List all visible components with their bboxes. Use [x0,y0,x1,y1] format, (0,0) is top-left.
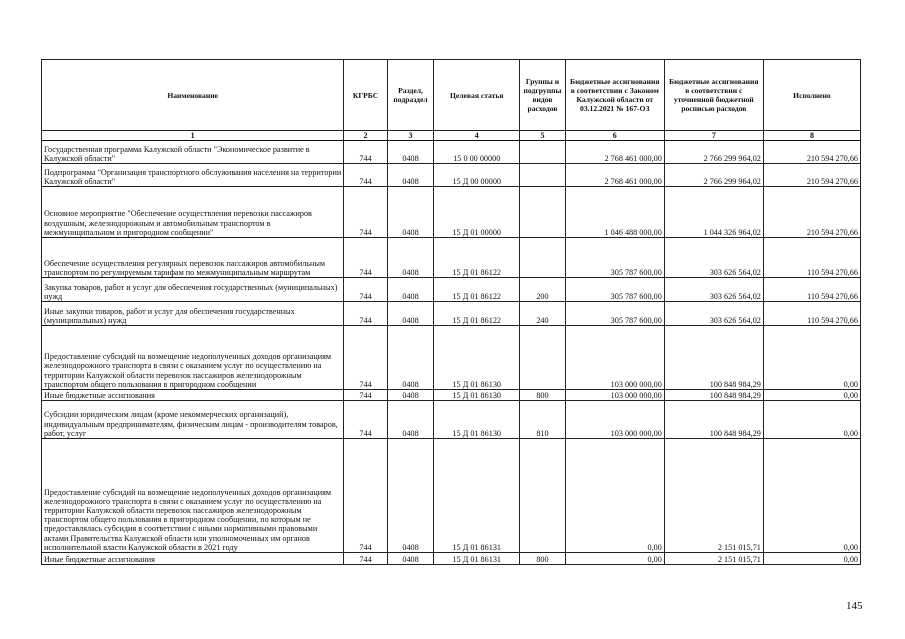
cell-kgrbs: 744 [344,238,387,278]
cell-name: Иные бюджетные ассигнования [42,390,344,401]
column-number: 8 [763,131,860,141]
table-row [42,439,861,553]
cell-razdel: 0408 [387,141,434,164]
table-row [42,401,861,439]
cell-razdel: 0408 [387,164,434,187]
cell-gruppy [520,141,566,164]
table-row [42,553,861,565]
header-razdel: Раздел, подраздел [387,60,434,131]
cell-assign-law: 0,00 [565,553,664,565]
table-row [42,326,861,390]
cell-razdel: 0408 [387,302,434,326]
cell-ispolneno: 0,00 [763,439,860,553]
column-number: 1 [42,131,344,141]
cell-kgrbs: 744 [344,390,387,401]
cell-kgrbs: 744 [344,164,387,187]
cell-assign-schedule: 2 766 299 964,02 [664,141,763,164]
cell-ispolneno: 0,00 [763,390,860,401]
cell-assign-schedule: 100 848 984,29 [664,390,763,401]
cell-razdel: 0408 [387,238,434,278]
header-ispolneno: Исполнено [763,60,860,131]
cell-celevaya: 15 Д 01 86130 [434,326,520,390]
cell-name: Предоставление субсидий на возмещение недополученных доходов организациям железнодорожного транспорта в связи с оказанием услуг по осуществлению на территории Калужской области перевозок пассажиров железнодорожным транспортом общего пользования в пригородном сообщении, по которым не предоставлялась субсидия в соответствии с иными нормативными правовыми актами Правительства Калужской области или уполномоченных им органов исполнительной власти Калужской области в 2021 году [42,439,344,553]
column-number-row [42,131,861,141]
cell-kgrbs: 744 [344,302,387,326]
cell-name: Иные бюджетные ассигнования [42,553,344,565]
cell-razdel: 0408 [387,278,434,302]
cell-name: Подпрограмма "Организация транспортного обслуживания населения на территории Калужской области" [42,164,344,187]
cell-celevaya: 15 Д 01 86131 [434,553,520,565]
cell-name: Иные закупки товаров, работ и услуг для обеспечения государственных (муниципальных) нужд [42,302,344,326]
cell-ispolneno: 210 594 270,66 [763,164,860,187]
cell-ispolneno: 110 594 270,66 [763,302,860,326]
cell-kgrbs: 744 [344,278,387,302]
cell-assign-law: 103 000 000,00 [565,326,664,390]
header-kgrbs: КГРБС [344,60,387,131]
column-number: 6 [565,131,664,141]
cell-ispolneno: 110 594 270,66 [763,238,860,278]
cell-assign-schedule: 1 044 326 964,02 [664,187,763,238]
cell-name: Обеспечение осуществления регулярных перевозок пассажиров автомобильным транспортом по регулируемым тарифам по межмуниципальным маршрутам [42,238,344,278]
cell-gruppy [520,164,566,187]
cell-gruppy: 800 [520,390,566,401]
cell-gruppy [520,439,566,553]
header-name: Наименование [42,60,344,131]
table-row [42,278,861,302]
cell-kgrbs: 744 [344,187,387,238]
page-number: 145 [846,600,863,612]
cell-celevaya: 15 Д 01 86130 [434,390,520,401]
cell-gruppy [520,238,566,278]
cell-name: Государственная программа Калужской области "Экономическое развитие в Калужской области" [42,141,344,164]
cell-assign-schedule: 100 848 984,29 [664,326,763,390]
cell-assign-law: 103 000 000,00 [565,390,664,401]
cell-celevaya: 15 Д 01 00000 [434,187,520,238]
table-row [42,141,861,164]
budget-table [41,59,861,565]
cell-ispolneno: 110 594 270,66 [763,278,860,302]
table-row [42,164,861,187]
cell-gruppy [520,187,566,238]
cell-gruppy [520,326,566,390]
cell-assign-law: 2 768 461 000,00 [565,164,664,187]
table-row [42,302,861,326]
cell-kgrbs: 744 [344,326,387,390]
cell-celevaya: 15 Д 01 86130 [434,401,520,439]
cell-assign-law: 305 787 600,00 [565,238,664,278]
column-number: 4 [434,131,520,141]
cell-gruppy: 240 [520,302,566,326]
cell-razdel: 0408 [387,326,434,390]
cell-assign-law: 305 787 600,00 [565,278,664,302]
cell-ispolneno: 0,00 [763,326,860,390]
cell-assign-schedule: 2 151 015,71 [664,439,763,553]
cell-celevaya: 15 Д 01 86122 [434,278,520,302]
cell-assign-law: 1 046 488 000,00 [565,187,664,238]
cell-razdel: 0408 [387,401,434,439]
cell-assign-schedule: 2 151 015,71 [664,553,763,565]
header-row [42,60,861,131]
column-number: 3 [387,131,434,141]
header-assign-law: Бюджетные ассигнования в соответствии с Законом Калужской области от 03.12.2021 № 167-ОЗ [565,60,664,131]
cell-name: Закупка товаров, работ и услуг для обеспечения государственных (муниципальных) нужд [42,278,344,302]
cell-celevaya: 15 0 00 00000 [434,141,520,164]
cell-name: Субсидии юридическим лицам (кроме некоммерческих организаций), индивидуальным предпринимателям, физическим лицам - производителям товаров, работ, услуг [42,401,344,439]
cell-celevaya: 15 Д 01 86131 [434,439,520,553]
cell-celevaya: 15 Д 01 86122 [434,302,520,326]
header-celevaya: Целевая статья [434,60,520,131]
cell-assign-schedule: 303 626 564,02 [664,278,763,302]
cell-gruppy: 810 [520,401,566,439]
table-row [42,390,861,401]
table-row [42,238,861,278]
column-number: 7 [664,131,763,141]
cell-assign-schedule: 2 766 299 964,02 [664,164,763,187]
cell-assign-law: 2 768 461 000,00 [565,141,664,164]
cell-assign-schedule: 303 626 564,02 [664,238,763,278]
cell-kgrbs: 744 [344,401,387,439]
column-number: 5 [520,131,566,141]
cell-razdel: 0408 [387,439,434,553]
cell-razdel: 0408 [387,553,434,565]
cell-assign-schedule: 303 626 564,02 [664,302,763,326]
header-assign-schedule: Бюджетные ассигнования в соответствии с уточненной бюджетной росписью расходов [664,60,763,131]
cell-kgrbs: 744 [344,553,387,565]
cell-celevaya: 15 Д 01 86122 [434,238,520,278]
table-row [42,187,861,238]
column-number: 2 [344,131,387,141]
cell-celevaya: 15 Д 00 00000 [434,164,520,187]
header-gruppy: Группы и подгруппы видов расходов [520,60,566,131]
cell-ispolneno: 0,00 [763,401,860,439]
cell-ispolneno: 210 594 270,66 [763,141,860,164]
cell-gruppy: 200 [520,278,566,302]
cell-kgrbs: 744 [344,141,387,164]
cell-assign-law: 103 000 000,00 [565,401,664,439]
cell-gruppy: 800 [520,553,566,565]
cell-razdel: 0408 [387,390,434,401]
cell-name: Предоставление субсидий на возмещение недополученных доходов организациям железнодорожного транспорта в связи с оказанием услуг по осуществлению на территории Калужской области перевозок пассажиров железнодорожным транспортом общего пользования в пригородном сообщении [42,326,344,390]
cell-assign-schedule: 100 848 984,29 [664,401,763,439]
cell-kgrbs: 744 [344,439,387,553]
cell-assign-law: 0,00 [565,439,664,553]
cell-name: Основное мероприятие "Обеспечение осуществления перевозки пассажиров воздушным, железнодорожным и автомобильным транспортом в межмуниципальном и пригородном сообщении" [42,187,344,238]
cell-razdel: 0408 [387,187,434,238]
cell-assign-law: 305 787 600,00 [565,302,664,326]
cell-ispolneno: 0,00 [763,553,860,565]
cell-ispolneno: 210 594 270,66 [763,187,860,238]
